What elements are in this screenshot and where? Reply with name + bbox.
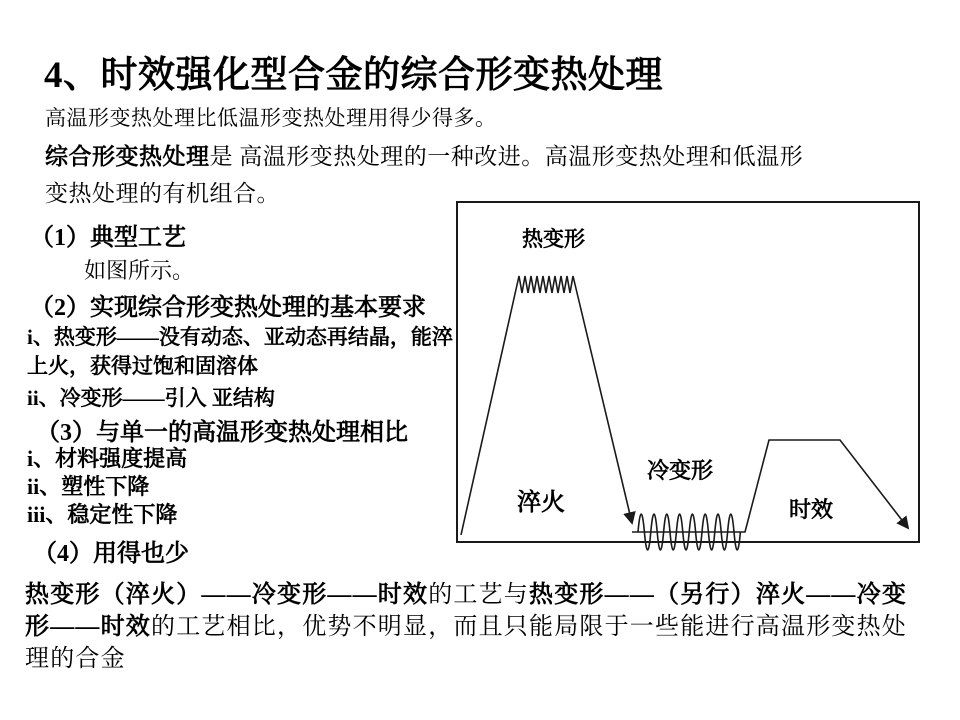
intro-line-2 xyxy=(45,138,803,171)
process-diagram-svg xyxy=(456,201,920,561)
section-4-heading: （4）用得也少 xyxy=(33,541,189,567)
label-aging: 时效 xyxy=(789,497,834,522)
label-quench: 淬火 xyxy=(517,490,565,516)
aging-curve xyxy=(632,440,908,532)
intro-line-3: 变热处理的有机组合。 xyxy=(45,181,280,206)
section-2-heading: （2）实现综合形变热处理的基本要求 xyxy=(30,295,426,321)
section-1-body: 如图所示。 xyxy=(84,258,195,283)
footer-seg-4: 的工艺相比，优势不明显，而且只能局限于一些能进行高温形变热处理的合金 xyxy=(25,614,907,672)
intro-line-2-rest: 是 高温形变热处理的一种改进。高温形变热处理和低温形 xyxy=(209,144,804,169)
intro-line-2-bold: 综合形变热处理 xyxy=(45,144,210,169)
footer-seg-3: 热变形——（另行）淬火——冷变形——时效 xyxy=(25,582,908,640)
label-hot-deformation: 热变形 xyxy=(522,227,585,251)
section-3-heading: （3）与单一的高温形变热处理相比 xyxy=(36,420,408,446)
footer-paragraph xyxy=(25,579,927,675)
footer-seg-2: 的工艺与 xyxy=(428,582,530,608)
footer-seg-1: 热变形（淬火）——冷变形——时效 xyxy=(25,582,429,608)
intro-line-1: 高温形变热处理比低温形变热处理用得少得多。 xyxy=(45,106,497,130)
process-diagram xyxy=(456,201,920,561)
section-3-item-3: iii、稳定性下降 xyxy=(27,502,178,527)
section-2-item-2: ii、冷变形——引入 亚结构 xyxy=(27,386,275,410)
page-title: 4、时效强化型合金的综合形变热处理 xyxy=(44,55,663,96)
section-3-item-2: ii、塑性下降 xyxy=(27,474,150,499)
section-1-heading: （1）典型工艺 xyxy=(30,225,186,251)
section-3-item-1: i、材料强度提高 xyxy=(27,446,188,471)
section-2-item-1: i、热变形——没有动态、亚动态再结晶，能淬上火，获得过饱和固溶体 xyxy=(27,325,453,378)
label-cold-deformation: 冷变形 xyxy=(647,458,714,483)
